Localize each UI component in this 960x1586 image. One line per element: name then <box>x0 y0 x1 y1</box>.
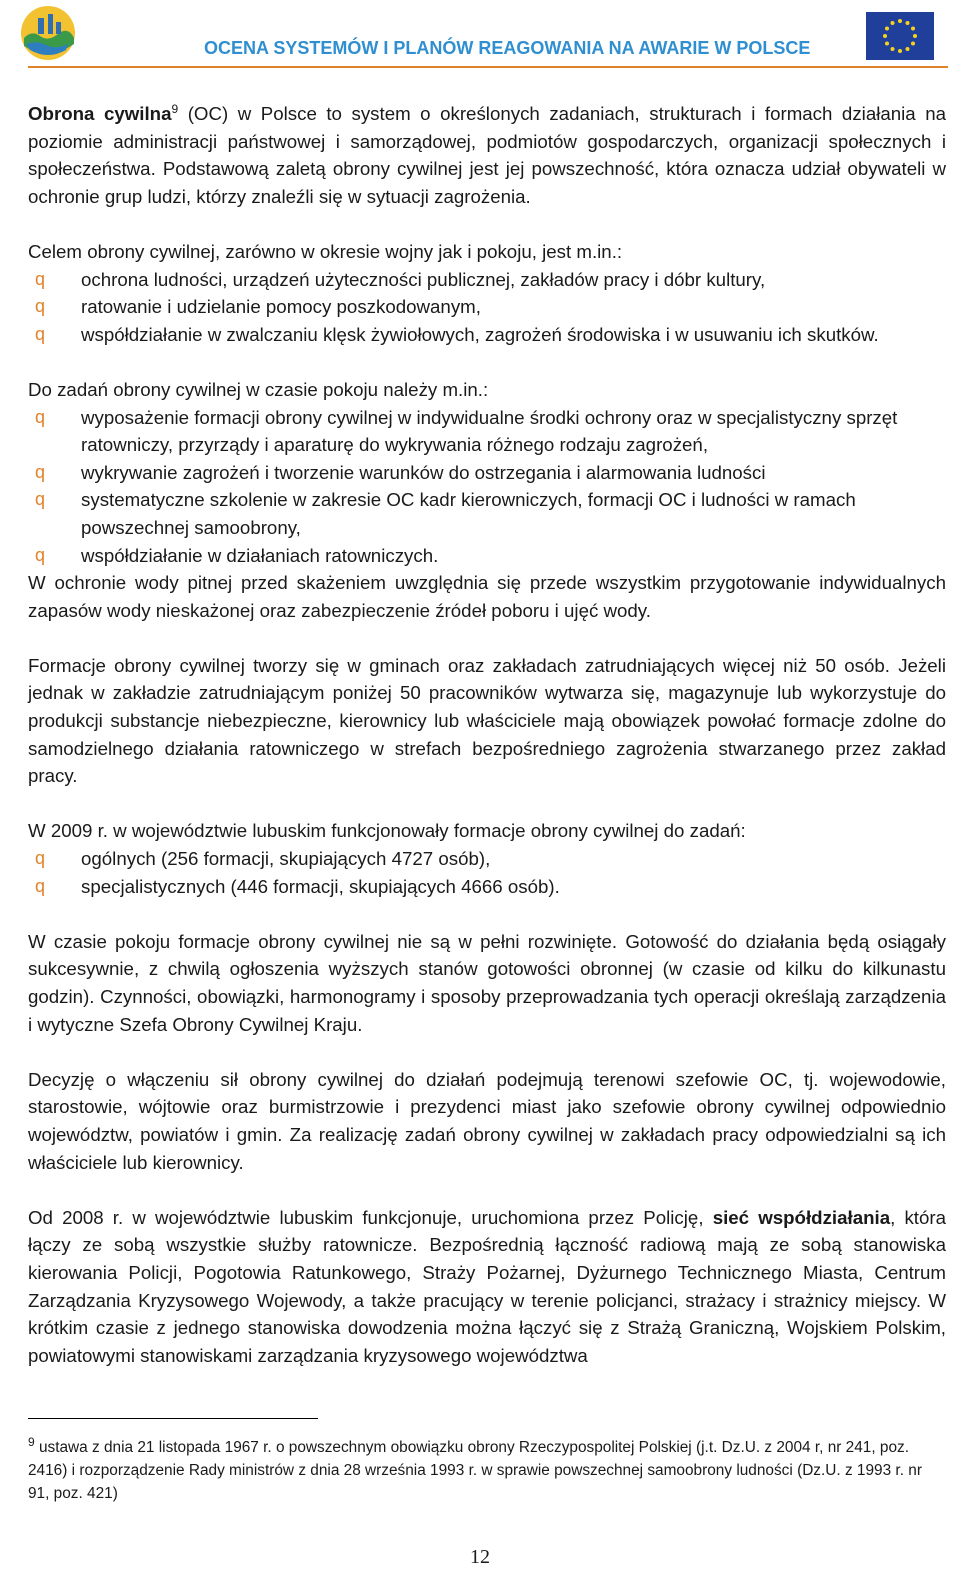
formations-paragraph: Formacje obrony cywilnej tworzy się w gminach oraz zakładach zatrudniających więcej niż 50 osób. Jeżeli jednak w zakładzie zatrudniającym poniżej 50 pracowników wytwarza się, magazynuje lub wykorzystuje do produkcji substancje niebezpieczne, kierownicy lub właściciele mają obowiązek powołać formacje zdolne do samodzielnego działania ratowniczego w strefach bezpośredniego zagrożenia stwarzanego przez zakład pracy. <box>28 654 946 787</box>
footnote-divider <box>28 1418 318 1419</box>
header-title: OCENA SYSTEMÓW I PLANÓW REAGOWANIA NA AWARIE W POLSCE <box>204 38 811 58</box>
footnote-ref[interactable]: 9 <box>171 101 179 116</box>
network-paragraph: Od 2008 r. w województwie lubuskim funkcjonuje, uruchomiona przez Policję, sieć współdziałania, która łączy ze sobą wszystkie służby ratownicze. Bezpośrednią łączność radiową mają ze sobą stanowiska kierowania Policji, Pogotowia Ratunkowego, Straży Pożarnej, Dyżurnego Technicznego Miasta, Centrum Zarządzania Kryzysowego Wojewody, a także pracujący w terenie policjanci, strażacy i strażnicy miejscy. W krótkim czasie z jednego stanowiska dowodzenia można łączyć się z Strażą Graniczną, Wojskiem Polskim, powiatowymi stanowiskami zarządzania kryzysowego województwa <box>28 1206 947 1366</box>
list-item: q systematyczne szkolenie w zakresie OC kadr kierowniczych, formacji OC i ludności w ramach powszechnej samoobrony, <box>28 486 946 541</box>
bullet-icon: q <box>35 848 46 869</box>
readiness-paragraph: W czasie pokoju formacje obrony cywilnej nie są w pełni rozwinięte. Gotowość do działania będą osiągały sukcesywnie, z chwilą ogłoszenia wyższych stanów gotowości obronnej (w czasie od kilku do kilkunastu godzin). Czynności, obowiązki, harmonogramy i sposoby przeprowadzania tych operacji określają zarządzenia i wytyczne Szefa Obrony Cywilnej Kraju. <box>28 930 946 1035</box>
peace-tasks-list <box>28 404 946 570</box>
peace-tasks-lead: Do zadań obrony cywilnej w czasie pokoju należy m.in.: <box>28 378 489 400</box>
eu-flag-icon <box>866 12 934 60</box>
list-item: q ochrona ludności, urządzeń użyteczności publicznej, zakładów pracy i dóbr kultury, <box>28 266 946 294</box>
list-item: q ratowanie i udzielanie pomocy poszkodowanym, <box>28 293 946 321</box>
footnote-mark: 9 <box>28 1434 35 1449</box>
intro-paragraph <box>28 100 946 210</box>
list-item: q współdziałanie w działaniach ratowniczych. <box>28 542 946 570</box>
bullet-icon: q <box>35 268 46 289</box>
list-item: q wykrywanie zagrożeń i tworzenie warunków do ostrzegania i alarmowania ludności <box>28 459 946 487</box>
list-item: q ogólnych (256 formacji, skupiających 4727 osób), <box>28 845 946 873</box>
water-paragraph: W ochronie wody pitnej przed skażeniem uwzględnia się przede wszystkim przygotowanie indywidualnych zapasów wody nieskażonej oraz zabezpieczenie źródeł poboru i ujęć wody. <box>28 572 946 621</box>
goals-lead: Celem obrony cywilnej, zarówno w okresie wojny jak i pokoju, jest m.in.: <box>28 240 623 262</box>
footnote <box>28 1436 942 1505</box>
page-header <box>0 0 960 70</box>
header-divider <box>28 66 948 68</box>
bullet-icon: q <box>35 323 46 344</box>
list-item: q wyposażenie formacji obrony cywilnej w indywidualne środki ochrony oraz w specjalistyczny sprzęt ratowniczy, przyrządy i aparaturę do wykrywania różnego rodzaju zagrożeń, <box>28 404 946 459</box>
regional-logo-icon <box>18 4 78 62</box>
lubuskie-2009-list <box>28 845 946 900</box>
decision-paragraph: Decyzję o włączeniu sił obrony cywilnej do działań podejmują terenowi szefowie OC, tj. wojewodowie, starostowie, wójtowie oraz burmistrzowie i prezydenci miast jako szefowie obrony cywilnej odpowiednio województw, powiatów i gmin. Za realizację zadań obrony cywilnej w zakładach pracy odpowiedzialni są ich właściciele lub kierownicy. <box>28 1068 946 1173</box>
page-number: 12 <box>470 1546 490 1568</box>
list-item: q współdziałanie w zwalczaniu klęsk żywiołowych, zagrożeń środowiska i w usuwaniu ich skutków. <box>28 321 946 349</box>
bullet-icon: q <box>35 489 46 510</box>
intro-bold-term: Obrona cywilna <box>28 103 172 124</box>
goals-list <box>28 266 946 349</box>
intro-text: (OC) w Polsce to system o określonych zadaniach, strukturach i formach działania na poziomie administracji państwowej i samorządowej, podmiotów gospodarczych, organizacji społecznych i społeczeństwa. Podstawową zaletą obrony cywilnej jest jej powszechność, która oznacza udział obywateli w ochronie grup ludzi, którzy znaleźli się w sytuacji zagrożenia. <box>28 103 947 207</box>
network-bold-term: sieć współdziałania <box>712 1206 891 1228</box>
bullet-icon: q <box>35 544 46 565</box>
bullet-icon: q <box>35 461 46 482</box>
bullet-icon: q <box>35 296 46 317</box>
lubuskie-2009-lead: W 2009 r. w województwie lubuskim funkcjonowały formacje obrony cywilnej do zadań: <box>28 820 746 842</box>
footnote-text: ustawa z dnia 21 listopada 1967 r. o powszechnym obowiązku obrony Rzeczypospolitej Polskiej (j.t. Dz.U. z 2004 r, nr 241, poz. 2416) i rozporządzenie Rady ministrów z dnia 28 września 1993 r. w sprawie powszechnej samoobrony ludności (Dz.U. z 1993 r. nr 91, poz. 421) <box>28 1439 922 1502</box>
bullet-icon: q <box>35 875 46 896</box>
document-body <box>28 100 946 1369</box>
bullet-icon: q <box>35 406 46 427</box>
list-item: q specjalistycznych (446 formacji, skupiających 4666 osób). <box>28 873 946 901</box>
